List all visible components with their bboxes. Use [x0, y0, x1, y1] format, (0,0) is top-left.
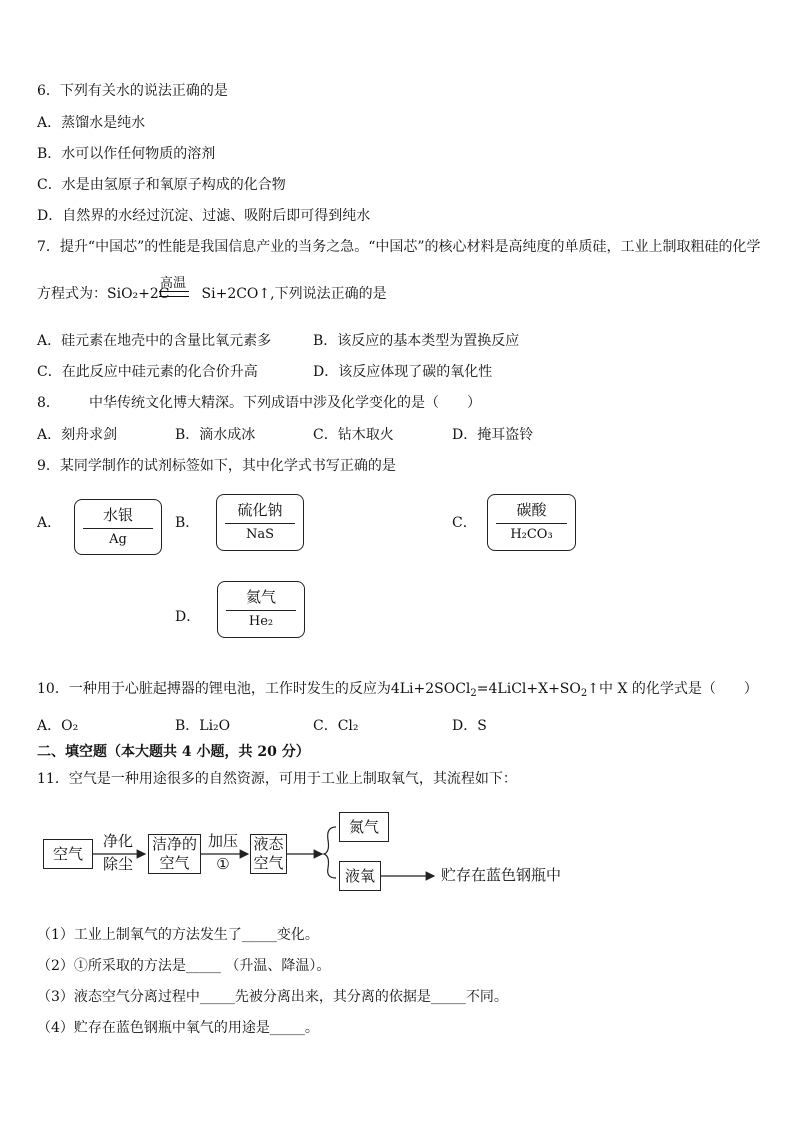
flow-storage: 贮存在蓝色钢瓶中 — [441, 866, 562, 884]
q10-eq-sub2: 2 — [580, 688, 588, 699]
reagent-label-c — [487, 494, 576, 551]
q10-stem-a: 10．一种用于心脏起搏器的锂电池，工作时发生的反应为 — [37, 681, 391, 697]
q10-eq-b: =4LiCl+X+SO — [476, 681, 581, 697]
q11-stem: 11．空气是一种用途很多的自然资源，可用于工业上制取氧气，其流程如下： — [37, 771, 517, 787]
label-divider — [225, 523, 295, 524]
q9-letter-a: A． — [37, 515, 62, 531]
q8-stem: 中华传统文化博大精深。下列成语中涉及化学变化的是（ ） — [89, 395, 481, 411]
flow-box-liquid-oxygen: 液氧 — [339, 861, 381, 891]
q10-eq-a: 4Li+2SOCl — [390, 681, 471, 697]
q7-eq-double-line — [159, 291, 189, 297]
q6-stem: 6．下列有关水的说法正确的是 — [37, 83, 228, 99]
flow-box-nitrogen: 氮气 — [339, 812, 389, 842]
flow-step1-bottom: 除尘 — [102, 855, 133, 873]
flow-liquid-bottom: 空气 — [253, 854, 284, 872]
q7-eq-suffix: ,下列说法正确的是 — [270, 286, 387, 302]
q7-eq-prefix: 方程式为： — [37, 286, 107, 302]
q8-option-d: D．掩耳盗铃 — [452, 427, 534, 443]
reagent-label-b — [216, 494, 304, 551]
q7-eq-left: SiO₂+2C — [107, 286, 170, 302]
label-divider — [83, 528, 153, 529]
section-heading: 二、填空题（本大题共 4 小题，共 20 分） — [37, 744, 310, 760]
q7-option-d: D．该反应体现了碳的氧化性 — [313, 364, 493, 380]
reagent-formula-c: H₂CO₃ — [510, 527, 553, 542]
q10-option-d: D．S — [452, 718, 487, 734]
flow-box-air: 空气 — [43, 839, 93, 869]
label-divider — [496, 523, 567, 524]
q8-option-b: B．滴水成冰 — [175, 427, 256, 443]
flow-step2-top: 加压 — [207, 832, 238, 850]
reagent-name-d: 氦气 — [245, 588, 276, 606]
reagent-name-c: 碳酸 — [516, 501, 547, 519]
q7-eq-condition: 高温 — [160, 276, 187, 291]
flow-clean-bottom: 空气 — [159, 854, 190, 872]
reagent-label-d — [217, 581, 305, 638]
q10-stem-b: 中 X 的化学式是（ ） — [599, 681, 758, 697]
q7-option-c: C．在此反应中硅元素的化合价升高 — [37, 364, 258, 380]
q8-option-a: A．刻舟求剑 — [37, 427, 118, 443]
q6-option-d: D．自然界的水经过沉淀、过滤、吸附后即可得到纯水 — [37, 208, 371, 224]
flow-step1-top: 净化 — [102, 832, 133, 850]
q10-stem — [37, 680, 758, 703]
q7-eq-right: Si+2CO↑ — [201, 286, 271, 302]
flow-liquid-top: 液态 — [253, 835, 284, 853]
reagent-name-a: 水银 — [102, 506, 133, 524]
q10-option-b: B．Li₂O — [175, 718, 231, 734]
q11-part-2: （2）①所采取的方法是_____ （升温、降温）。 — [37, 958, 331, 974]
q8-number: 8． — [37, 395, 60, 411]
q11-part-3: （3）液态空气分离过程中_____先被分离出来，其分离的依据是_____不同。 — [37, 989, 508, 1005]
reagent-formula-d: He₂ — [248, 614, 274, 629]
q6-option-a: A．蒸馏水是纯水 — [37, 115, 146, 131]
q11-part-4: （4）贮存在蓝色钢瓶中氧气的用途是_____。 — [37, 1020, 319, 1036]
q10-option-a: A．O₂ — [37, 718, 79, 734]
q9-letter-b: B． — [175, 515, 200, 531]
q9-stem: 9．某同学制作的试剂标签如下，其中化学式书写正确的是 — [37, 458, 396, 474]
reagent-label-a — [74, 499, 162, 555]
reagent-name-b: 硫化钠 — [237, 501, 283, 519]
q7-option-a: A．硅元素在地壳中的含量比氧元素多 — [37, 333, 272, 349]
q7-stem: 7．提升“中国芯”的性能是我国信息产业的当务之急。“中国芯”的核心材料是高纯度的单质硅，工业上制取粗硅的化学 — [37, 239, 761, 255]
q11-part-1: （1）工业上制氧气的方法发生了_____变化。 — [37, 927, 319, 943]
q10-eq-arrow: ↑ — [587, 681, 599, 697]
reagent-formula-a: Ag — [109, 532, 127, 547]
q6-option-b: B．水可以作任何物质的溶剂 — [37, 146, 216, 162]
q9-letter-c: C． — [452, 515, 477, 531]
q6-option-c: C．水是由氢原子和氧原子构成的化合物 — [37, 177, 286, 193]
flow-step2-bottom: ① — [216, 855, 230, 873]
flow-clean-top: 洁净的 — [151, 835, 197, 853]
q7-option-b: B．该反应的基本类型为置换反应 — [313, 333, 520, 349]
label-divider — [226, 610, 296, 611]
q7-equation — [37, 285, 387, 303]
flow-box-liquid-air — [250, 834, 287, 874]
q10-option-c: C．Cl₂ — [313, 718, 359, 734]
reagent-formula-b: NaS — [245, 527, 275, 542]
q8-option-c: C．钻木取火 — [313, 427, 394, 443]
flow-box-clean-air — [148, 834, 201, 874]
q9-letter-d: D． — [175, 609, 201, 625]
q10-eq-sub: 2 — [470, 688, 477, 699]
